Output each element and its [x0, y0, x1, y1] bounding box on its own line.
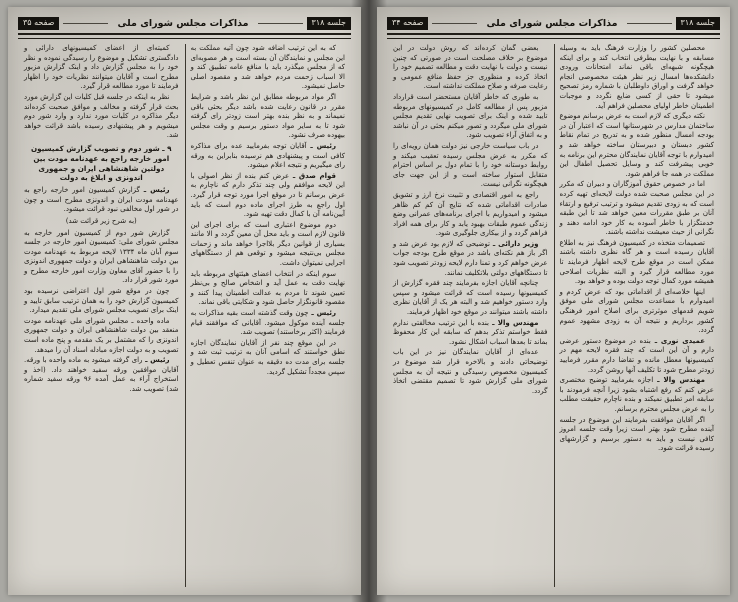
page-number-badge: جلسه ۳۱۸: [307, 17, 351, 30]
session-badge: جلسه ۳۱۸: [676, 17, 720, 30]
text-paragraph: نکته دیگری که لازم است به عرض برسانم موضوع ساختمان مدارس در شهرستانها است که اعتبار آن در بودجه امسال منظور شده و به تدریج در تمام نقاط کشور دبستان و دبیرستان ساخته خواهد شد و امیدوارم با توجه آقایان نمایندگان محترم این برنامه به خوبی پیشرفت کند و وسایل تحصیل اطفال این مملکت در همه جا فراهم شود.: [559, 112, 714, 178]
speech-paragraph: وزیر دارائی ـ توضیحی که لازم بود عرض شد و اگر باز هم نکته‌ای باشد در موقع طرح بودجه جواب عرض خواهم کرد و تمنا دارم لایحه زودتر تصویب شود تا دستگاههای دولتی بلاتکلیف نمانند.: [393, 239, 548, 277]
speech-paragraph: رئیس ـ آقایان توجه بفرمایید عده برای مذاکره کافی است و پیشنهادی هم نرسیده بنابراین به ورقه رای میگیریم و نتیجه اعلام میشود.: [190, 141, 345, 170]
text-paragraph: راجع به امور اقتصادی و تثبیت نرخ ارز و تشویق صادرات اقداماتی شده که نتایج آن کم کم ظاهر میشود و امیدواریم با اجرای برنامه‌های عمرانی وضع زندگی عموم طبقات بهبود یابد و کار برای همه افراد فراهم گردد و از بیکاری جلوگیری شود.: [393, 190, 548, 238]
page-title: مذاکرات مجلس شورای ملی: [486, 18, 618, 29]
session-badge: صفحه ۳۵: [18, 17, 59, 30]
speech-paragraph: عمیدی نوری ـ بنده در موضوع دستور عرضی دارم و آن این است که چند فقره لایحه مهم در کمیسیونها معطل مانده و تقاضا دارم مقرر فرمایید زودتر مطرح شود تا تکلیف آنها روشن گردد.: [559, 336, 714, 374]
column-left: [387, 44, 554, 587]
text-paragraph: اگر آقایان موافقت بفرمایند این موضوع در جلسه آینده مطرح شود بهتر است زیرا وقت جلسه امروز کافی نیست و باید به دستور برسیم و گزارشهای رسیده قرائت شود.: [559, 415, 714, 453]
speech-paragraph: رئیس ـ گزارش کمیسیون امور خارجه راجع به عهدنامه مودت ایران و اندونزی مطرح است و چون در شور اول مخالفی نبود قرائت میشود.: [24, 186, 179, 214]
text-paragraph: که به این ترتیب اضافه شود چون آتیه مملکت به این مجلس و نمایندگان آن بسته است و هر مصوبه‌ای که از مجلس میگذرد باید با منافع عامه تطبیق کند و الا اسباب زحمت مردم خواهد شد و مقصود اصلی حاصل نمیشود.: [190, 44, 345, 91]
page-title: مذاکرات مجلس شورای ملی: [117, 18, 249, 29]
text-paragraph: عده‌ای از آقایان نمایندگان نیز در این باب توضیحاتی دادند و بالاخره قرار شد موضوع در کمیسیون مخصوص رسیدگی و نتیجه آن به مجلس شورای ملی گزارش شود تا تصمیم مقتضی اتخاذ گردد.: [393, 348, 548, 395]
header-rule-segment: [258, 23, 302, 24]
speech-paragraph: مهندس والا ـ بنده با این ترتیب مخالفتی ندارم فقط خواستم تذکر بدهم که سابقه این کار محفوظ بماند تا بعدها اسباب اشکال نشود.: [393, 318, 548, 346]
page-34: [377, 7, 730, 595]
speaker-name: رئیس ـ: [306, 141, 336, 150]
speaker-name: قوام صدق ـ: [289, 171, 336, 180]
text-paragraph: چون در موقع شور اول اعتراضی نرسیده بود کمیسیون گزارش خود را به همان ترتیب سابق تایید و اینک برای تصویب مجلس شورای ملی تقدیم میدارد.: [24, 287, 179, 315]
text-paragraph: سوم اینکه در انتخاب اعضای هیئتهای مربوطه باید نهایت دقت به عمل آید و اشخاص صالح و بی‌نظر تعیین شوند تا مردم به عدالت اطمینان پیدا کنند و مقصود قانونگزار حاصل شود و شکایتی باقی نماند.: [190, 269, 345, 307]
text-paragraph: اگر مواد مربوطه مطابق این نظر باشد و شرایط مقرر در قانون رعایت شده باشد دیگر بحثی باقی نمیماند و به نظر بنده بهتر است زودتر رای گرفته شود تا به سایر مواد دستور برسیم و وقت مجلس بیهوده صرف نشود.: [190, 92, 345, 140]
text-paragraph: ماده واحده ـ مجلس شورای ملی عهدنامه مودت منعقد بین دولت شاهنشاهی ایران و دولت جمهوری اندونزی را که مشتمل بر یک مقدمه و پنج ماده است تصویب و به دولت اجازه مبادله اسناد آن را میدهد.: [24, 316, 179, 354]
column-left: [18, 44, 185, 587]
text-paragraph: در این موقع چند نفر از آقایان نمایندگان اجازه نطق خواستند که اسامی آنان به ترتیب ثبت شد و جلسه برای مدت ده دقیقه به عنوان تنفس تعطیل و سپس مجدداً تشکیل گردید.: [190, 338, 345, 376]
centered-note: (به شرح زیر قرائت شد): [65, 216, 137, 225]
speaker-name: مهندس والا ـ: [488, 318, 539, 327]
text-paragraph: تصمیمات متخذه در کمیسیون فرهنگ نیز به اطلاع آقایان رسیده است و هر گاه نظری داشته باشند ممکن است در موقع طرح لایحه اظهار فرمایند تا مورد مطالعه قرار گیرد و البته نظریات اصلاحی همیشه مورد کمال توجه دولت بوده و خواهد بود.: [559, 238, 714, 286]
header-rule-segment: [432, 23, 476, 24]
speaker-name: رئیس ـ: [308, 309, 336, 318]
text-columns: [18, 44, 351, 587]
speaker-name: مهندس والا ـ: [653, 376, 705, 385]
text-paragraph: اما در خصوص حقوق آموزگاران و دبیران که مکرر در این مجلس صحبت شده دولت لایحه‌ای تهیه کرده است که به زودی تقدیم میشود و ترتیب ترفیع و ارتقاء آنان بر طبق مقررات معین خواهد شد تا این طبقه خدمتگزار با خاطر آسوده به کار خود ادامه دهند و نگرانی از حیث معیشت نداشته باشند.: [559, 180, 714, 237]
text-paragraph: نظر به اینکه در جلسه قبل کلیات این گزارش مورد بحث قرار گرفته و مخالف و موافق صحبت کرده‌اند دیگر مذاکره در کلیات مورد ندارد و وارد شور دوم میشویم و هر پیشنهادی رسیده باشد قرائت خواهد شد.: [24, 92, 179, 140]
header-rule-segment: [63, 23, 107, 24]
speech-paragraph: رئیس ـ رای گرفته میشود به ماده واحده با ورقه. آقایان موافقین ورقه سفید خواهند داد. (اخذ و استخراج آراء به عمل آمده ۹۶ ورقه سفید شماره شد) تصویب شد.: [24, 356, 179, 393]
speaker-name: رئیس ـ: [139, 186, 170, 195]
page-header: [18, 17, 351, 30]
speaker-name: عمیدی نوری ـ: [650, 336, 705, 345]
header-double-rule: [387, 33, 720, 39]
text-paragraph: اینها خلاصه‌ای از اقداماتی بود که عرض کردم و امیدوارم با مساعدت مجلس شورای ملی موفق شویم قدمهای موثرتری برای اصلاح امور فرهنگی کشور برداریم و نتیجه آن به زودی مشهود عموم گردد.: [559, 287, 714, 335]
speaker-name: رئیس ـ: [142, 356, 170, 365]
column-right: [185, 44, 352, 587]
page-header: [387, 17, 720, 30]
speech-paragraph: رئیس ـ چون وقت گذشته است بقیه مذاکرات به جلسه آینده موکول میشود. آقایانی که موافقند قیام فرمایند (اکثر برخاستند) تصویب شد.: [190, 309, 345, 337]
text-paragraph: گزارش شور دوم از کمیسیون امور خارجه به مجلس شورای ملی: کمیسیون امور خارجه در جلسه سوم آبان ماه ۱۳۳۴ لایحه مربوط به عهدنامه مودت بین دولت شاهنشاهی ایران و دولت جمهوری اندونزی را با حضور آقای معاون وزارت امور خارجه مطرح و مورد شور قرار داد.: [24, 228, 179, 285]
text-paragraph: دوم موضوع اعتباری است که برای اجرای این قانون لازم است و باید محل آن معین گردد و الا مانند بسیاری از قوانین دیگر بلااجرا خواهد ماند و زحمات مجلس بی‌نتیجه میشود و توقعی هم از دستگاههای اجرایی نمیتوان داشت.: [190, 220, 345, 268]
header-double-rule: [18, 33, 351, 39]
text-paragraph: چنانچه آقایان اجازه بفرمایند چند فقره گزارش از کمیسیونها رسیده است که قرائت میشود و سپس وارد دستور خواهیم شد و البته هر یک از آقایان نظری داشته باشند میتوانند در موقع خود اظهار فرمایند.: [393, 279, 548, 317]
page-number-badge: صفحه ۳۴: [387, 17, 428, 30]
text-paragraph: بعضی گمان کرده‌اند که روش دولت در این موضوع بر خلاف مصلحت است در صورتی که چنین نیست و دولت با نهایت دقت و مطالعه تصمیم خود را اتخاذ کرده و منظوری جز حفظ منافع عمومی و رعایت صرفه و صلاح مملکت نداشته است.: [393, 44, 548, 91]
speaker-name: وزیر دارائی ـ: [489, 239, 539, 248]
text-columns: [387, 44, 720, 587]
agenda-heading: ۹ ـ شور دوم و تصویب گزارش کمیسیون امور خارجه راجع به عهدنامه مودت بین دولتین شاهنشاهی ایران و جمهوری اندونزی و ابلاغ به دولت: [30, 143, 172, 183]
speech-paragraph: قوام صدق ـ عرض کنم بنده از نظر اصولی با این لایحه موافقم ولی چند تذکر دارم که ناچارم به عرض برسانم تا در موقع اجرا مورد توجه قرار گیرد. اول راجع به طرز اجرای ماده دوم است که باید آیین‌نامه آن با کمال دقت تهیه شود.: [190, 171, 345, 219]
speech-paragraph: مهندس والا ـ اجازه بفرمایید توضیح مختصری عرض کنم که رفع اشتباه بشود زیرا آنچه فرمودند با سابقه امر تطبیق نمیکند و بنده ناچارم حقیقت مطلب را به عرض مجلس محترم برسانم.: [559, 376, 714, 413]
column-right: [554, 44, 721, 587]
page-35: [8, 7, 361, 595]
text-paragraph: کمیته‌ای از اعضای کمیسیونهای دارائی و دادگستری تشکیل و موضوع را رسیدگی نموده و نظر خود را به مجلس گزارش داد و اینک گزارش مزبور مطرح است و آقایان میتوانند نظریات خود را اظهار فرمایند تا مورد مطالعه قرار گیرد.: [24, 44, 179, 91]
text-paragraph: محصلین کشور را وزارت فرهنگ باید به وسیله مسابقه و با نهایت بیطرفی انتخاب کند و برای اینکه هیچگونه شبهه‌ای باقی نماند امتحانات ورودی دانشکده‌ها امسال زیر نظر هیئت مخصوصی انجام خواهد گرفت و اوراق داوطلبان با شماره رمز تصحیح میشود تا حقی از کسی ضایع نگردد و موجبات اطمینان خاطر اولیای محصلین فراهم آید.: [559, 44, 714, 110]
text-paragraph: در باب سیاست خارجی نیز دولت همان رویه‌ای را که مکرر به عرض مجلس رسیده تعقیب میکند و روابط دوستانه خود را با تمام دول بر اساس احترام متقابل استوار ساخته است و از این جهت جای هیچگونه نگرانی نیست.: [393, 141, 548, 189]
header-rule-segment: [627, 23, 671, 24]
text-paragraph: به طوری که خاطر آقایان مستحضر است قرارداد مزبور پس از مطالعه کامل در کمیسیونهای مربوطه تایید شده و اینک برای تصویب نهایی تقدیم مجلس شورای ملی میگردد و تصور میکنم بحثی در آن نباشد و به اتفاق آراء تصویب شود.: [393, 92, 548, 140]
